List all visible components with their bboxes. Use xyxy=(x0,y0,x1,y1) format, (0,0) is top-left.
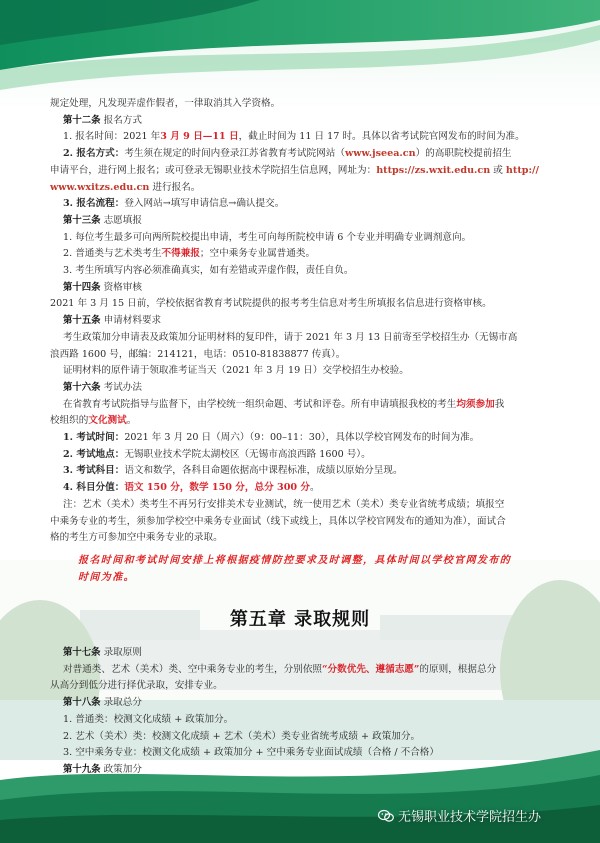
text-span: ，截止时间为 11 日 17 时。具体以省考试院官网发布的时间为准。 xyxy=(238,131,525,143)
article-number: 第十九条 xyxy=(63,763,101,775)
text-line: 1. 普通类：校测文化成绩 + 政策加分。 xyxy=(63,713,234,725)
item-label: 1. 考试时间： xyxy=(63,432,125,444)
article-19-heading xyxy=(50,762,555,779)
item-label: 2. 考试地点： xyxy=(63,448,125,460)
text-line xyxy=(50,662,555,679)
jseea-link[interactable]: www.jseea.cn xyxy=(344,148,416,160)
text-line: 格的考生方可参加空中乘务专业的录取。 xyxy=(50,532,223,544)
item-label: 4. 科目分值： xyxy=(63,482,125,494)
article-14-heading xyxy=(50,280,555,297)
item-label: 3. 考试科目： xyxy=(63,465,125,477)
text-span: 2. 普通类与艺术类考生 xyxy=(63,248,162,260)
text-span: 登入网站→填写申请信息→确认提交。 xyxy=(124,198,285,210)
text-span: 考生须在规定的时间内登录江苏省教育考试院网站（ xyxy=(124,148,345,160)
text-span: ）的高职院校提前招生 xyxy=(415,148,512,160)
article-13-heading xyxy=(50,213,555,230)
text-span: 2021 年 3 月 20 日（周六）（9：00–11：30），具体以学校官网发布的时间为准。 xyxy=(124,432,480,444)
culture-test: 文化测试 xyxy=(88,415,127,427)
article-18-heading xyxy=(50,695,555,712)
text-line xyxy=(50,129,555,146)
wxitzs-link-part1[interactable]: http:// xyxy=(505,164,540,176)
article-12-heading xyxy=(50,113,555,130)
text-line: 1. 每位考生最多可向两所院校提出申请，考生可向每所院校申请 6 个专业并明确专业调剂意向。 xyxy=(63,231,472,243)
article-name: 录取总分 xyxy=(103,697,142,709)
article-name: 志愿填报 xyxy=(103,214,142,226)
wxitzs-link-part2[interactable]: www.wxitzs.edu.cn xyxy=(50,181,150,193)
text-line xyxy=(50,180,555,197)
wechat-icon xyxy=(378,809,394,823)
text-span: 校组织的 xyxy=(50,415,89,427)
text-span: ；空中乘务专业属普通类。 xyxy=(199,248,316,260)
article-number: 第十七条 xyxy=(63,647,101,658)
top-decoration xyxy=(0,0,600,110)
text-line xyxy=(50,480,555,497)
article-name: 录取原则 xyxy=(103,647,142,658)
text-span: 。 xyxy=(126,415,137,427)
article-number: 第十五条 xyxy=(63,315,101,327)
text-line: 注：艺术（美术）类考生不再另行安排美术专业测试，统一使用艺术（美术）类专业省统考成绩；填报空 xyxy=(63,498,505,510)
article-name: 考试办法 xyxy=(103,381,142,393)
admission-principle: “分数优先、遵循志愿” xyxy=(322,663,420,675)
text-line: 规定处理，凡发现弄虚作假者，一律取消其入学资格。 xyxy=(50,98,281,109)
text-span: 无锡职业技术学院太湖校区（无锡市高浪西路 1600 号）。 xyxy=(124,448,371,460)
wxit-link[interactable]: https://zs.wxit.edu.cn xyxy=(376,164,491,176)
text-line xyxy=(50,430,555,447)
text-span: 申请平台，进行网上报名；或可登录无锡职业技术学院招生信息网，网址为： xyxy=(50,164,377,176)
text-span: 对普通类、艺术（美术）类、空中乘务专业的考生，分别依照 xyxy=(63,663,323,675)
text-line: 2. 艺术（美术）类：校测文化成绩 + 艺术（美术）类专业省统考成绩 + 政策加分。 xyxy=(63,730,421,742)
article-name: 报名方式 xyxy=(103,114,142,126)
item-label: 3. 报名流程： xyxy=(63,198,125,210)
text-line: 从高分到低分进行择优录取，安排专业。 xyxy=(50,680,223,692)
text-span: 的原则，根据总分 xyxy=(419,663,497,675)
article-number: 第十四条 xyxy=(63,281,101,293)
wechat-watermark xyxy=(378,806,541,825)
text-span: 或 xyxy=(490,164,506,176)
text-line xyxy=(50,146,555,163)
must-attend: 均须参加 xyxy=(456,398,495,410)
text-span: 进行报名。 xyxy=(149,181,201,193)
watermark-text: 无锡职业技术学院招生办 xyxy=(398,810,542,825)
article-15-heading xyxy=(50,313,555,330)
text-line: 证明材料的原件请于领取准考证当天（2021 年 3 月 19 日）交学校招生办校验。 xyxy=(63,365,409,377)
registration-date: 3 月 9 日—11 日 xyxy=(160,131,239,143)
notice-line: 时间为准。 xyxy=(78,572,135,583)
article-17-heading xyxy=(50,645,555,662)
text-span: 我 xyxy=(494,398,505,410)
text-line: 考生政策加分申请表及政策加分证明材料的复印件，请于 2021 年 3 月 13 日前寄至学校招生办（无锡市高 xyxy=(63,331,518,343)
text-line: 浪西路 1600 号，邮编：214121，电话：0510-81838877 传真）。 xyxy=(50,348,346,360)
body-text-lower xyxy=(50,645,555,779)
chapter-title: 第五章 录取规则 xyxy=(229,609,371,630)
schedule-notice xyxy=(78,552,558,586)
text-line: 3. 空中乘务专业：校测文化成绩 + 政策加分 + 空中乘务专业面试成绩（合格 / 不合格） xyxy=(63,747,439,759)
score-values: 语文 150 分，数学 150 分，总分 300 分 xyxy=(124,482,310,494)
notice-line: 报名时间和考试时间安排上将根据疫情防控要求及时调整，具体时间以学校官网发布的 xyxy=(78,555,512,566)
article-number: 第十八条 xyxy=(63,697,101,709)
article-name: 申请材料要求 xyxy=(103,315,162,327)
article-number: 第十六条 xyxy=(63,381,101,393)
text-line xyxy=(50,447,555,464)
item-label: 2. 报名方式： xyxy=(63,148,125,160)
text-line xyxy=(50,397,555,414)
text-line xyxy=(50,463,555,480)
text-line: 2021 年 3 月 15 日前，学校依据省教育考试院提供的报考考生信息对考生所填报名信息进行资格审核。 xyxy=(50,298,492,310)
text-line: 中乘务专业的考生，须参加学校空中乘务专业面试（线下或线上，具体以学校官网发布的通知为准），面试合 xyxy=(50,515,506,527)
text-span: 。 xyxy=(309,482,320,494)
article-number: 第十二条 xyxy=(63,114,101,126)
no-dual-apply: 不得兼报 xyxy=(161,248,200,260)
text-span: 1. 报名时间：2021 年 xyxy=(63,131,161,143)
text-line xyxy=(50,163,555,180)
text-line xyxy=(50,246,555,263)
text-line xyxy=(50,413,555,430)
article-number: 第十三条 xyxy=(63,214,101,226)
text-span: 语文和数学，各科目命题依据高中课程标准，成绩以原始分呈现。 xyxy=(124,465,403,477)
text-line xyxy=(50,196,555,213)
article-16-heading xyxy=(50,380,555,397)
article-name: 资格审核 xyxy=(103,281,142,293)
text-line: 3. 考生所填写内容必须准确真实，如有差错或弄虚作假，责任自负。 xyxy=(63,265,354,277)
article-name: 政策加分 xyxy=(103,763,142,775)
text-span: 在省教育考试院指导与监督下，由学校统一组织命题、考试和评卷。所有申请填报我校的考生 xyxy=(63,398,457,410)
body-text-upper xyxy=(50,96,555,547)
